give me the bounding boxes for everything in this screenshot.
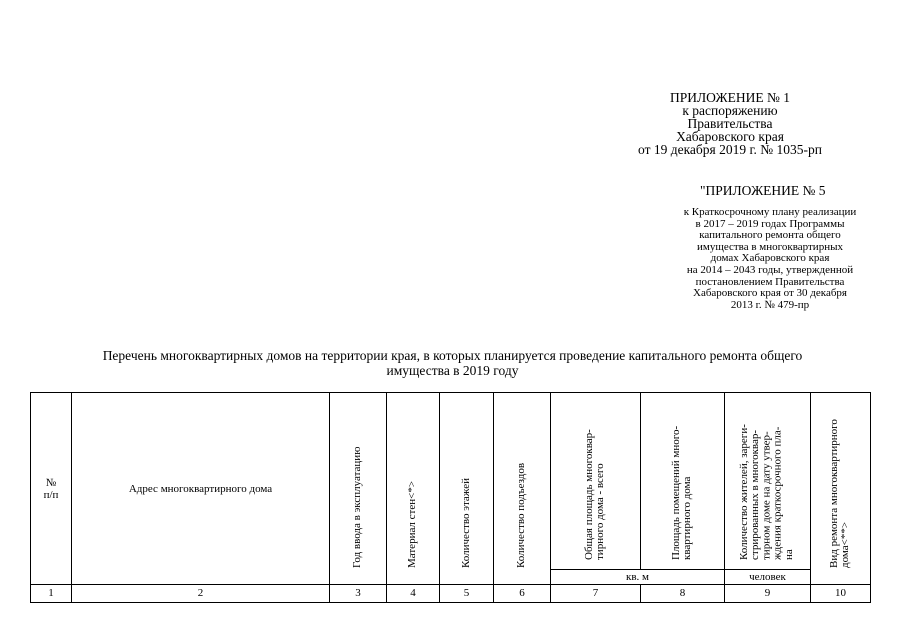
column-number: 6 — [494, 585, 551, 603]
list-title-line-1: Перечень многоквартирных домов на территории края, в которых планируется проведение капитального ремонта общего — [102, 348, 803, 363]
column-number: 7 — [551, 585, 641, 603]
appendix-5-line: Хабаровского края от 30 декабря — [693, 287, 847, 300]
header-residents: Количество жителей, зареги- стрированных в многоквар- тирном доме на дату утвер- ждения краткосрочного пла- на — [725, 393, 811, 570]
column-number: 9 — [725, 585, 811, 603]
unit-area: кв. м — [551, 570, 725, 585]
appendix-5-line: домах Хабаровского края — [710, 252, 830, 265]
header-entrances: Количество подъездов — [494, 393, 551, 585]
list-title-line-2: имущества в 2019 году — [386, 363, 519, 378]
column-number: 3 — [330, 585, 387, 603]
appendix-1-line: к распоряжению — [682, 103, 778, 118]
table-number-row — [31, 585, 871, 603]
column-number: 1 — [31, 585, 72, 603]
appendix-1-line: Хабаровского края — [676, 129, 784, 144]
column-number: 5 — [440, 585, 494, 603]
header-total-area: Общая площадь многоквар- тирного дома - всего — [551, 393, 641, 570]
appendix-1-header — [620, 91, 840, 156]
appendix-1-title: ПРИЛОЖЕНИЕ № 1 — [669, 90, 791, 105]
header-year: Год ввода в эксплуатацию — [330, 393, 387, 585]
appendix-5-line: постановлением Правительства — [695, 275, 845, 288]
header-wall-material: Материал стен<*> — [387, 393, 440, 585]
header-address: Адрес многоквартирного дома — [72, 393, 330, 585]
header-number: № п/п — [31, 393, 72, 585]
column-number: 4 — [387, 585, 440, 603]
appendix-1-date: от 19 декабря 2019 г. № 1035-рп — [638, 142, 822, 157]
table-header-row — [31, 393, 871, 570]
list-title — [30, 348, 875, 378]
appendix-5-line: 2013 г. № 479-пр — [730, 298, 810, 311]
header-repair-type: Вид ремонта многоквартирного дома<**> — [811, 393, 871, 585]
column-number: 10 — [811, 585, 871, 603]
appendix-5-line: к Краткосрочному плану реализации — [683, 206, 857, 218]
appendix-5-line: в 2017 – 2019 годах Программы — [695, 217, 845, 230]
appendix-1-line: Правительства — [687, 116, 773, 131]
appendix-5-line: на 2014 – 2043 годы, утвержденной — [686, 263, 854, 276]
appendix-5-line: капитального ремонта общего — [699, 229, 841, 242]
appendix-5-header — [660, 207, 880, 311]
appendix-5-title: "ПРИЛОЖЕНИЕ № 5 — [700, 183, 826, 198]
unit-people: человек — [725, 570, 811, 585]
column-number: 2 — [72, 585, 330, 603]
column-number: 8 — [641, 585, 725, 603]
header-floors: Количество этажей — [440, 393, 494, 585]
buildings-table — [30, 392, 871, 603]
header-premises-area: Площадь помещений много- квартирного дома — [641, 393, 725, 570]
appendix-5-line: имущества в многоквартирных — [697, 240, 843, 253]
